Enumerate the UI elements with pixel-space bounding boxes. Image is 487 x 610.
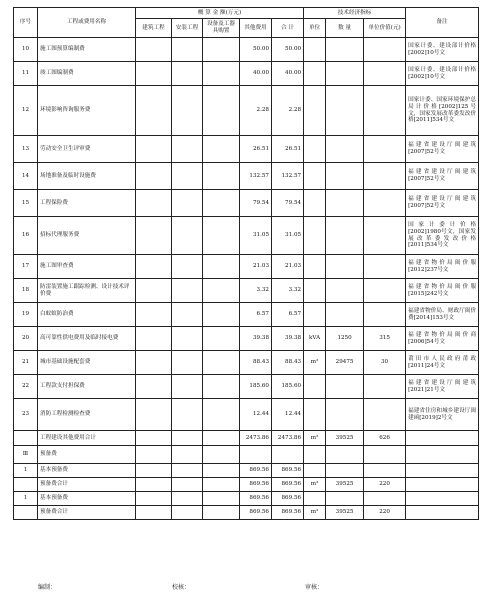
cell-other-costs — [240, 446, 272, 464]
cell-other-costs: 39.38 — [240, 327, 272, 351]
cell-total: 3.32 — [272, 279, 304, 303]
cell-seq — [14, 506, 38, 520]
cell-remarks: 福建省建设厅闽建筑[2021]21号文 — [406, 375, 479, 399]
cell-total: 869.56 — [272, 464, 304, 478]
header-building-works: 建筑工程 — [136, 19, 172, 38]
cell-remarks: 福建省物价局闽价服[2012]237号文 — [406, 255, 479, 279]
cell-unit-value — [364, 255, 406, 279]
cell-seq: 15 — [14, 190, 38, 217]
cell-building — [136, 375, 172, 399]
cell-total — [272, 446, 304, 464]
cell-seq: 14 — [14, 163, 38, 190]
cell-other-costs: 185.60 — [240, 375, 272, 399]
cell-quantity — [326, 303, 364, 327]
cell-unit-value — [364, 86, 406, 136]
cell-equipment — [203, 506, 240, 520]
cell-other-costs: 869.56 — [240, 478, 272, 492]
cell-name: 消防工程检测检查费 — [38, 399, 136, 431]
cell-building — [136, 86, 172, 136]
table-row — [14, 478, 479, 492]
cell-quantity — [326, 464, 364, 478]
cell-installation — [172, 279, 203, 303]
cell-installation — [172, 303, 203, 327]
cell-seq: 22 — [14, 375, 38, 399]
header-row-1 — [14, 8, 479, 19]
cell-equipment — [203, 375, 240, 399]
cell-unit-value — [364, 163, 406, 190]
cell-unit-value — [364, 217, 406, 255]
cell-name: 场地准备及临时设施费 — [38, 163, 136, 190]
cell-equipment — [203, 190, 240, 217]
cell-equipment — [203, 163, 240, 190]
cell-name: 防雷装置施工跟踪检测、设计技术评价费 — [38, 279, 136, 303]
cell-equipment — [203, 492, 240, 506]
table-row — [14, 303, 479, 327]
header-tech-group: 技术经济指标 — [304, 8, 406, 19]
table-row — [14, 279, 479, 303]
header-unit-value: 单位价值(元) — [364, 19, 406, 38]
cell-installation — [172, 399, 203, 431]
cell-unit — [304, 190, 326, 217]
compiler-label: 编制： — [38, 584, 57, 591]
cell-unit: m² — [304, 351, 326, 375]
header-seq: 序号 — [14, 8, 38, 38]
cell-unit: m² — [304, 431, 326, 446]
cell-seq: 11 — [14, 62, 38, 86]
cell-installation — [172, 327, 203, 351]
table-row — [14, 136, 479, 163]
cell-total: 132.57 — [272, 163, 304, 190]
table-row — [14, 86, 479, 136]
cell-total: 21.03 — [272, 255, 304, 279]
cell-unit: kVA — [304, 327, 326, 351]
checker-label: 校核： — [172, 584, 191, 591]
table-row — [14, 255, 479, 279]
cell-name: 竣工图编制费 — [38, 62, 136, 86]
cell-seq: Ⅲ — [14, 446, 38, 464]
table-row — [14, 190, 479, 217]
cell-building — [136, 279, 172, 303]
cell-remarks: 国家计委、建设部计价格[2002]10号文 — [406, 62, 479, 86]
cell-total: 50.00 — [272, 38, 304, 62]
table-row — [14, 431, 479, 446]
cell-seq: 20 — [14, 327, 38, 351]
cell-seq: 17 — [14, 255, 38, 279]
cell-equipment — [203, 446, 240, 464]
cell-unit: m² — [304, 506, 326, 520]
cell-quantity — [326, 399, 364, 431]
cell-remarks — [406, 464, 479, 478]
cell-equipment — [203, 279, 240, 303]
cell-unit-value: 626 — [364, 431, 406, 446]
header-quantity: 数 量 — [326, 19, 364, 38]
cell-total: 185.60 — [272, 375, 304, 399]
cell-remarks — [406, 431, 479, 446]
cell-building — [136, 163, 172, 190]
table-row — [14, 399, 479, 431]
table-row — [14, 62, 479, 86]
cell-remarks — [406, 446, 479, 464]
cell-equipment — [203, 327, 240, 351]
header-other-costs: 其他费用 — [240, 19, 272, 38]
cell-unit-value — [364, 492, 406, 506]
cell-seq: 10 — [14, 38, 38, 62]
cell-name: 施工图审查费 — [38, 255, 136, 279]
table-row — [14, 506, 479, 520]
cell-unit — [304, 86, 326, 136]
cell-name: 工程保险费 — [38, 190, 136, 217]
cell-total: 26.51 — [272, 136, 304, 163]
cell-quantity — [326, 375, 364, 399]
table-row — [14, 163, 479, 190]
cell-installation — [172, 464, 203, 478]
table-row — [14, 38, 479, 62]
cell-remarks: 福建省物价局闽价商[2006]54号文 — [406, 327, 479, 351]
cell-seq: 19 — [14, 303, 38, 327]
cell-name: 施工图预算编制费 — [38, 38, 136, 62]
cell-equipment — [203, 351, 240, 375]
table-body — [14, 38, 479, 520]
cell-unit-value — [364, 375, 406, 399]
cell-installation — [172, 506, 203, 520]
cell-equipment — [203, 62, 240, 86]
cell-unit-value — [364, 446, 406, 464]
cell-unit — [304, 163, 326, 190]
cell-total: 2473.86 — [272, 431, 304, 446]
cell-name: 白蚁蚁防治费 — [38, 303, 136, 327]
cell-other-costs: 40.00 — [240, 62, 272, 86]
cell-unit — [304, 279, 326, 303]
cell-equipment — [203, 303, 240, 327]
cell-unit — [304, 492, 326, 506]
cell-unit-value — [364, 62, 406, 86]
cell-building — [136, 217, 172, 255]
cell-remarks: 国家计委计价格[2002]1980号文，国家发展改革委发改价格[2011]534号文 — [406, 217, 479, 255]
cell-name: 预备费 — [38, 446, 136, 464]
cell-total: 40.00 — [272, 62, 304, 86]
cell-quantity — [326, 62, 364, 86]
table-row — [14, 217, 479, 255]
cell-seq — [14, 431, 38, 446]
cell-remarks: 福建省物价局闽价服[2015]242号文 — [406, 279, 479, 303]
cell-quantity — [326, 86, 364, 136]
cell-quantity: 39525 — [326, 506, 364, 520]
cell-building — [136, 62, 172, 86]
cell-unit-value: 30 — [364, 351, 406, 375]
cell-unit-value: 315 — [364, 327, 406, 351]
cell-total: 869.56 — [272, 506, 304, 520]
cost-estimate-table — [13, 7, 479, 520]
cell-remarks: 国家计委、建设部计价格[2002]10号文 — [406, 38, 479, 62]
cell-other-costs: 6.57 — [240, 303, 272, 327]
cell-equipment — [203, 217, 240, 255]
cell-seq: 12 — [14, 86, 38, 136]
cell-total: 31.05 — [272, 217, 304, 255]
cell-installation — [172, 446, 203, 464]
cell-name: 预备费合计 — [38, 506, 136, 520]
cell-quantity: 39525 — [326, 431, 364, 446]
cell-name: 基本预备费 — [38, 464, 136, 478]
cell-unit-value — [364, 38, 406, 62]
cell-unit — [304, 62, 326, 86]
cell-other-costs: 88.43 — [240, 351, 272, 375]
cell-unit-value — [364, 136, 406, 163]
cell-quantity — [326, 446, 364, 464]
cell-equipment — [203, 38, 240, 62]
cell-seq — [14, 478, 38, 492]
cell-unit: m² — [304, 478, 326, 492]
cell-installation — [172, 86, 203, 136]
cell-unit — [304, 375, 326, 399]
cell-seq: 16 — [14, 217, 38, 255]
cell-quantity — [326, 190, 364, 217]
cell-building — [136, 255, 172, 279]
cell-installation — [172, 492, 203, 506]
cell-unit-value — [364, 279, 406, 303]
cell-other-costs: 50.00 — [240, 38, 272, 62]
cell-building — [136, 136, 172, 163]
header-estimate-group: 概 算 金 额(万元) — [136, 8, 304, 19]
cell-unit — [304, 399, 326, 431]
cell-name: 招标代理服务费 — [38, 217, 136, 255]
cell-installation — [172, 351, 203, 375]
cell-equipment — [203, 255, 240, 279]
cell-total: 12.44 — [272, 399, 304, 431]
cell-unit — [304, 303, 326, 327]
cell-seq: 18 — [14, 279, 38, 303]
table-row — [14, 446, 479, 464]
reviewer-label: 审核： — [305, 584, 324, 591]
table-row — [14, 492, 479, 506]
cell-remarks — [406, 492, 479, 506]
cell-quantity — [326, 255, 364, 279]
cell-quantity — [326, 163, 364, 190]
cell-installation — [172, 163, 203, 190]
cell-unit — [304, 38, 326, 62]
cell-unit-value — [364, 190, 406, 217]
cell-remarks: 国家计委、国家环境保护总局计价格[2002]125号文，国家发展改革委发改价格[2011]534号文 — [406, 86, 479, 136]
cell-installation — [172, 190, 203, 217]
cell-quantity — [326, 279, 364, 303]
cell-total: 2.28 — [272, 86, 304, 136]
cell-name: 城市基础设施配套费 — [38, 351, 136, 375]
cell-installation — [172, 431, 203, 446]
cell-total: 869.56 — [272, 492, 304, 506]
cell-other-costs: 21.03 — [240, 255, 272, 279]
cell-quantity: 29475 — [326, 351, 364, 375]
cell-remarks: 莆田市人民政府莆政[2011]24号文 — [406, 351, 479, 375]
cell-seq: 21 — [14, 351, 38, 375]
cell-unit-value — [364, 303, 406, 327]
cell-installation — [172, 62, 203, 86]
cell-unit — [304, 446, 326, 464]
header-total: 合 计 — [272, 19, 304, 38]
cell-unit-value: 220 — [364, 478, 406, 492]
cell-equipment — [203, 464, 240, 478]
cell-unit — [304, 255, 326, 279]
cell-building — [136, 351, 172, 375]
cell-other-costs: 132.57 — [240, 163, 272, 190]
cell-remarks — [406, 506, 479, 520]
cell-remarks: 福建省建设厅闽建筑[2007]52号文 — [406, 163, 479, 190]
cell-building — [136, 431, 172, 446]
cell-name: 工程建设其他费用合计 — [38, 431, 136, 446]
cell-other-costs: 26.51 — [240, 136, 272, 163]
table-row — [14, 327, 479, 351]
cell-unit-value: 220 — [364, 506, 406, 520]
cell-other-costs: 869.56 — [240, 506, 272, 520]
table-row — [14, 464, 479, 478]
cell-quantity — [326, 136, 364, 163]
cell-installation — [172, 136, 203, 163]
cell-building — [136, 478, 172, 492]
cell-remarks: 福建省物价局、财政厅闽价费[2014]153号文 — [406, 303, 479, 327]
cell-total: 39.38 — [272, 327, 304, 351]
cell-building — [136, 190, 172, 217]
cell-remarks: 福建省住房和城乡建设厅闽建函[2019]2号文 — [406, 399, 479, 431]
cell-installation — [172, 478, 203, 492]
cell-total: 88.43 — [272, 351, 304, 375]
cell-seq: 23 — [14, 399, 38, 431]
cell-other-costs: 2473.86 — [240, 431, 272, 446]
header-equipment-purchase: 设备及工器具购置 — [203, 19, 240, 38]
cell-quantity: 39525 — [326, 478, 364, 492]
cell-installation — [172, 375, 203, 399]
cell-remarks: 福建省建设厅闽建筑[2007]52号文 — [406, 190, 479, 217]
cell-quantity — [326, 38, 364, 62]
header-installation-works: 安装工程 — [172, 19, 203, 38]
cell-other-costs: 869.56 — [240, 464, 272, 478]
header-name: 工程或费用名称 — [38, 8, 136, 38]
cell-name: 高可靠性供电费用及临时接电费 — [38, 327, 136, 351]
cell-other-costs: 2.28 — [240, 86, 272, 136]
cell-other-costs: 12.44 — [240, 399, 272, 431]
cell-building — [136, 327, 172, 351]
table-row — [14, 375, 479, 399]
cell-remarks — [406, 478, 479, 492]
cell-equipment — [203, 431, 240, 446]
cell-unit — [304, 464, 326, 478]
cell-total: 79.54 — [272, 190, 304, 217]
cell-quantity — [326, 217, 364, 255]
cell-unit — [304, 217, 326, 255]
cell-name: 基本预备费 — [38, 492, 136, 506]
header-remarks: 备注 — [406, 8, 479, 38]
cell-remarks: 福建省建设厅闽建筑[2007]52号文 — [406, 136, 479, 163]
cell-name: 预备费合计 — [38, 478, 136, 492]
cell-equipment — [203, 478, 240, 492]
cell-building — [136, 303, 172, 327]
cell-name: 环境影响咨询服务费 — [38, 86, 136, 136]
cell-building — [136, 492, 172, 506]
cell-other-costs: 79.54 — [240, 190, 272, 217]
cell-other-costs: 31.05 — [240, 217, 272, 255]
cell-unit-value — [364, 464, 406, 478]
cell-unit-value — [364, 399, 406, 431]
cell-quantity — [326, 492, 364, 506]
cell-other-costs: 3.32 — [240, 279, 272, 303]
cell-total: 6.57 — [272, 303, 304, 327]
header-unit: 单位 — [304, 19, 326, 38]
cell-building — [136, 506, 172, 520]
cell-unit — [304, 136, 326, 163]
cell-building — [136, 446, 172, 464]
signature-footer — [0, 582, 487, 592]
estimate-sheet — [13, 7, 478, 520]
cell-equipment — [203, 399, 240, 431]
cell-seq: 1 — [14, 464, 38, 478]
cell-seq: 13 — [14, 136, 38, 163]
cell-equipment — [203, 86, 240, 136]
cell-installation — [172, 255, 203, 279]
cell-other-costs: 869.56 — [240, 492, 272, 506]
cell-quantity: 1250 — [326, 327, 364, 351]
cell-total: 869.56 — [272, 478, 304, 492]
cell-name: 工程款支付担保费 — [38, 375, 136, 399]
table-row — [14, 351, 479, 375]
cell-name: 劳动安全卫生评审费 — [38, 136, 136, 163]
cell-building — [136, 464, 172, 478]
cell-installation — [172, 217, 203, 255]
cell-installation — [172, 38, 203, 62]
cell-equipment — [203, 136, 240, 163]
cell-seq: 1 — [14, 492, 38, 506]
cell-building — [136, 38, 172, 62]
cell-building — [136, 399, 172, 431]
